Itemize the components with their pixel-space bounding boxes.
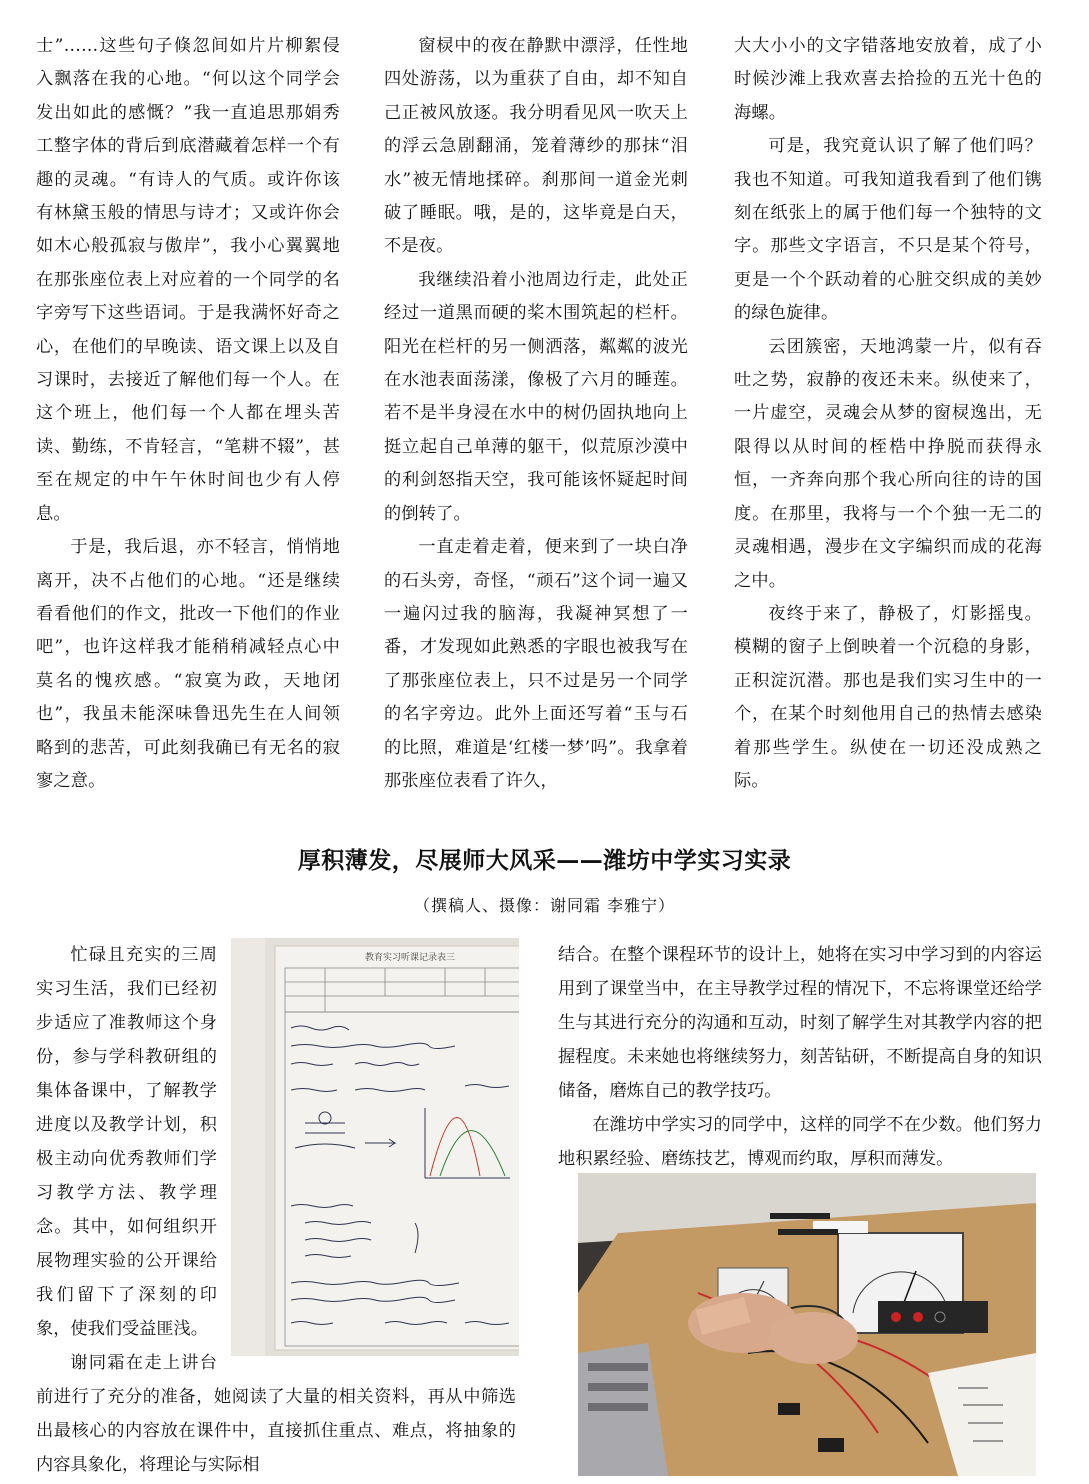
- essay-column-1: [36, 30, 340, 798]
- article-paragraph: 在潍坊中学实习的同学中，这样的同学不在少数。他们努力地积累经验、磨练技艺，博观而约取，厚积而薄发。: [558, 1115, 1042, 1169]
- article-paragraph-text: 忙碌且充实的三周实习生活，我们已经初步适应了准教师这个身份，参与学科教研组的集体备课中，了解教学进度以及教学计划，积极主动向优秀教师们学习教学方法、教学理念。其中，如何组织开展物理实验的公开课给我们留下了深刻的印象，使我们受益匪浅。: [36, 945, 217, 1339]
- essay-paragraph: 云团簇密，天地鸿蒙一片，似有吞吐之势，寂静的夜还未来。纵使来了，一片虚空，灵魂会从梦的窗棂逸出，无限得以从时间的桎梏中挣脱而获得永恒，一齐奔向那个我心所向往的诗的国度。在那里，我将与一个个独一无二的灵魂相遇，漫步在文字编织而成的花海之中。: [734, 336, 1042, 591]
- article-byline: （撰稿人、摄像：谢同霜 李雅宁）: [413, 896, 676, 915]
- essay-paragraph: 士”……这些句子倏忽间如片片柳絮侵入飘落在我的心地。“何以这个同学会发出如此的感慨？”我一直追思那娟秀工整字体的背后到底潜藏着怎样一个有趣的灵魂。“有诗人的气质。或许你该有林黛玉般的情思与诗才；又或许你会如木心般孤寂与傲岸”，我小心翼翼地在那张座位表上对应着的一个同学的名字旁写下这些语词。于是我满怀好奇之心，在他们的早晚读、语文课上以及自习课时，去接近了解他们每一个人。在这个班上，他们每一个人都在埋头苦读、勤练，不肯轻言，“笔耕不辍”，甚至在规定的中午午休时间也少有人停息。: [36, 36, 340, 524]
- essay-column-2: [384, 30, 688, 798]
- essay-paragraph: 大大小小的文字错落地安放着，成了小时候沙滩上我欢喜去拾捡的五光十色的海螺。: [734, 36, 1042, 123]
- article-title: 厚积薄发，尽展师大风采——潍坊中学实习实录: [297, 848, 792, 874]
- article-left-column: [36, 938, 516, 1482]
- article-paragraph: [36, 938, 516, 1346]
- essay-paragraph: 一直走着走着，便来到了一块白净的石头旁，奇怪，“顽石”这个词一遍又一遍闪过我的脑海，我凝神冥想了一番，才发现如此熟悉的字眼也被我写在了那张座位表上，只不过是另一个同学的名字旁边。此外上面还写着“玉与石的比照，难道是‘红楼一梦’吗”。我拿着那张座位表看了许久，: [384, 537, 688, 791]
- article-paragraph: 结合。在整个课程环节的设计上，她将在实习中学习到的内容运用到了课堂当中，在主导教学过程的情况下，不忘将课堂还给学生与其进行充分的沟通和互动，时刻了解学生对其教学内容的把握程度。未来她也将继续努力，刻苦钻研，不断提高自身的知识储备，磨炼自己的教学技巧。: [558, 945, 1042, 1101]
- essay-column-3: [734, 30, 1042, 798]
- essay-paragraph: 可是，我究竟认识了解了他们吗？我也不知道。可我知道我看到了他们镌刻在纸张上的属于他们每一个独特的文字。那些文字语言，不只是某个符号，更是一个个跃动着的心脏交织成的美妙的绿色旋律。: [734, 136, 1042, 324]
- article-right-column: [558, 938, 1042, 1176]
- essay-paragraph: 夜终于来了，静极了，灯影摇曳。模糊的窗子上倒映着一个沉稳的身影，正积淀沉潜。那也是我们实习生中的一个，在某个时刻他用自己的热情去感染着那些学生。纵使在一切还没成熟之际。: [734, 603, 1042, 791]
- notes-form-title: 教育实习听课记录表三: [365, 953, 456, 963]
- essay-paragraph: 于是，我后退，亦不轻言，悄悄地离开，决不占他们的心地。“还是继续看看他们的作文，批改一下他们的作业吧”，也许这样我才能稍稍减轻点心中莫名的愧疚感。“寂寞为政，天地闭也”，我虽未能深味鲁迅先生在人间领略到的悲苦，可此刻我确已有无名的寂寥之意。: [36, 537, 340, 791]
- lesson-notes-photo: [231, 938, 519, 1356]
- essay-paragraph: 窗棂中的夜在静默中漂浮，任性地四处游荡，以为重获了自由，却不知自己正被风放逐。我分明看见风一吹天上的浮云急剧翻涌，笼着薄纱的那抹“泪水”被无情地揉碎。刹那间一道金光刺破了睡眠。哦，是的，这毕竟是白天，不是夜。: [384, 36, 688, 257]
- essay-paragraph: 我继续沿着小池周边行走，此处正经过一道黑而硬的桨木围筑起的栏杆。阳光在栏杆的另一侧洒落，粼粼的波光在水池表面荡漾，像极了六月的睡莲。若不是半身浸在水中的树仍固执地向上挺立起自己单薄的躯干，似荒原沙漠中的利剑怒指天空，我可能该怀疑起时间的倒转了。: [384, 269, 688, 524]
- lab-experiment-photo: [578, 1173, 1036, 1476]
- article-paragraph: 谢同霜在走上讲台前进行了充分的准备，她阅读了大量的相关资料，再从中筛选出最核心的内容放在课件中，直接抓住重点、难点，将抽象的内容具象化，将理论与实际相: [36, 1353, 516, 1475]
